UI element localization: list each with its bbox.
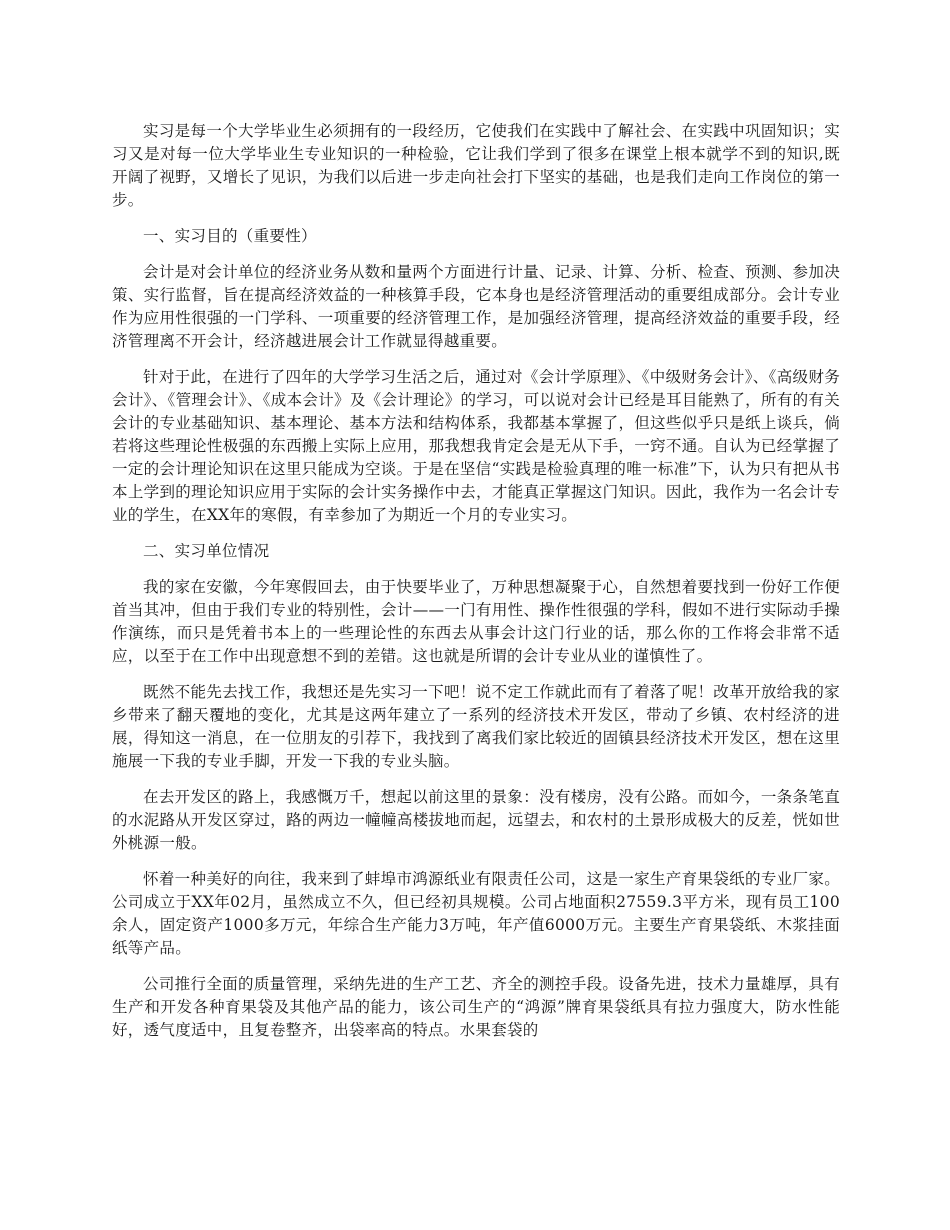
paragraph-study-background: 针对于此，在进行了四年的大学学习生活之后，通过对《会计学原理》、《中级财务会计》、《高级财务会计》、《管理会计》、《成本会计》及《会计理论》的学习，可以说对会计已经是耳目能熟了，所有的有关会计的专业基础知识、基本理论、基本方法和结构体系，我都基本掌握了，但这些似乎只是纸上谈兵，倘若将这些理论性极强的东西搬上实际上应用，那我想我肯定会是无从下手，一窍不通。自认为已经掌握了一定的会计理论知识在这里只能成为空谈。于是在坚信“实践是检验真理的唯一标准”下，认为只有把从书本上学到的理论知识应用于实际的会计实务操作中去，才能真正掌握这门知识。因此，我作为一名会计专业的学生，在XX年的寒假，有幸参加了为期近一个月的专业实习。 (112, 368, 840, 524)
intro-paragraph: 实习是每一个大学毕业生必须拥有的一段经历，它使我们在实践中了解社会、在实践中巩固知识；实习又是对每一位大学毕业生专业知识的一种检验，它让我们学到了很多在课堂上根本就学不到的知识,既开阔了视野，又增长了见识，为我们以后进一步走向社会打下坚实的基础，也是我们走向工作岗位的第一步。 (112, 122, 840, 209)
paragraph-quality-management: 公司推行全面的质量管理，采纳先进的生产工艺、齐全的测控手段。设备先进，技术力量雄厚，具有生产和开发各种育果袋及其他产品的能力，该公司生产的“鸿源”牌育果袋纸具有拉力强度大，防水性能好，透气度适中，且复卷整齐，出袋率高的特点。水果套袋的 (112, 975, 840, 1039)
paragraph-road-to-zone: 在去开发区的路上，我感慨万千，想起以前这里的景象：没有楼房，没有公路。而如今，一条条笔直的水泥路从开发区穿过，路的两边一幢幢高楼拔地而起，远望去，和农村的土景形成极大的反差，恍如世外桃源一般。 (112, 788, 840, 852)
paragraph-company-intro: 怀着一种美好的向往，我来到了蚌埠市鸿源纸业有限责任公司，这是一家生产育果袋纸的专业厂家。公司成立于XX年02月，虽然成立不久，但已经初具规模。公司占地面积27559.3平方米，现有员工100余人，固定资产1000多万元，年综合生产能力3万吨，年产值6000万元。主要生产育果袋纸、木浆挂面纸等产品。 (112, 870, 840, 957)
section-heading-unit: 二、实习单位情况 (143, 542, 270, 560)
section-heading-purpose: 一、实习目的（重要性） (143, 227, 317, 245)
document-page (112, 120, 840, 1055)
paragraph-accounting-definition: 会计是对会计单位的经济业务从数和量两个方面进行计量、记录、计算、分析、检查、预测、参加决策、实行监督，旨在提高经济效益的一种核算手段，它本身也是经济管理活动的重要组成部分。会计专业作为应用性很强的一门学科、一项重要的经济管理工作，是加强经济管理，提高经济效益的重要手段，经济管理离不开会计，经济越进展会计工作就显得越重要。 (112, 263, 840, 350)
paragraph-hometown: 我的家在安徽，今年寒假回去，由于快要毕业了，万种思想凝聚于心，自然想着要找到一份好工作便首当其冲，但由于我们专业的特别性，会计——一门有用性、操作性很强的学科，假如不进行实际动手操作演练，而只是凭着书本上的一些理论性的东西去从事会计这门行业的话，那么你的工作将会非常不适应，以至于在工作中出现意想不到的差错。这也就是所谓的会计专业从业的谨慎性了。 (112, 578, 840, 665)
paragraph-internship-decision: 既然不能先去找工作，我想还是先实习一下吧！说不定工作就此而有了着落了呢！改革开放给我的家乡带来了翻天覆地的变化，尤其是这两年建立了一系列的经济技术开发区，带动了乡镇、农村经济的进展，得知这一消息，在一位朋友的引荐下，我找到了离我们家比较近的固镇县经济技术开发区，想在这里施展一下我的专业手脚，开发一下我的专业头脑。 (112, 683, 840, 770)
